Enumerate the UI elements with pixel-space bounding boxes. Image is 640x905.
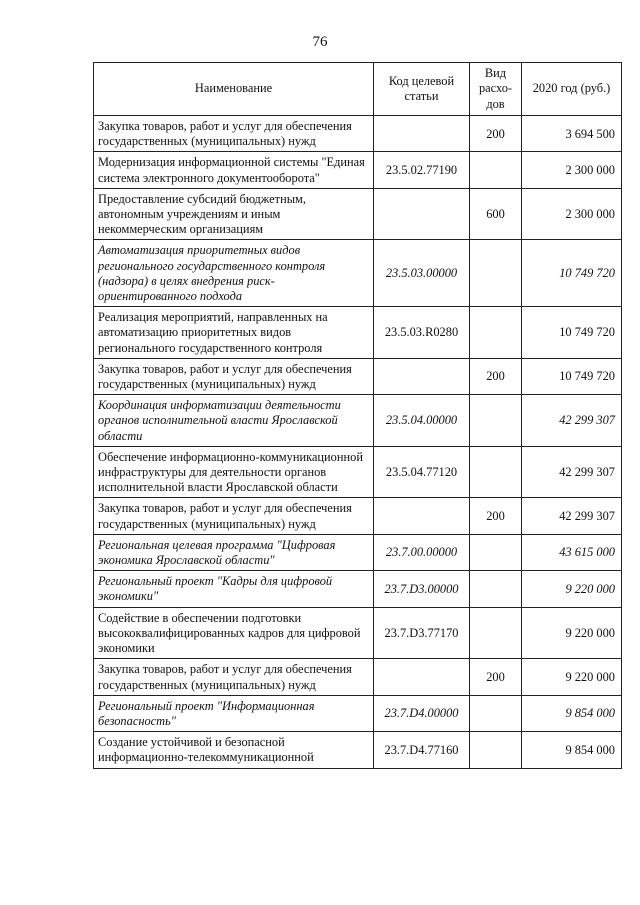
- table-row: [94, 358, 622, 394]
- header-code: Код целевой статьи: [374, 63, 470, 116]
- row-code: 23.7.D4.77160: [374, 732, 470, 768]
- row-code: 23.7.D3.00000: [374, 571, 470, 607]
- row-kind: 200: [470, 358, 522, 394]
- row-sum: 9 854 000: [522, 695, 622, 731]
- row-name: Закупка товаров, работ и услуг для обеспечения государственных (муниципальных) нужд: [94, 498, 374, 534]
- row-name: Закупка товаров, работ и услуг для обеспечения государственных (муниципальных) нужд: [94, 116, 374, 152]
- row-sum: 10 749 720: [522, 307, 622, 359]
- row-kind: 200: [470, 659, 522, 695]
- table-row: [94, 607, 622, 659]
- table-row: [94, 534, 622, 570]
- row-code: [374, 659, 470, 695]
- row-sum: 10 749 720: [522, 240, 622, 307]
- row-sum: 9 220 000: [522, 659, 622, 695]
- row-sum: 42 299 307: [522, 498, 622, 534]
- row-name: Региональная целевая программа "Цифровая экономика Ярославской области": [94, 534, 374, 570]
- row-code: [374, 116, 470, 152]
- row-code: 23.5.04.77120: [374, 446, 470, 498]
- header-sum: 2020 год (руб.): [522, 63, 622, 116]
- row-sum: 3 694 500: [522, 116, 622, 152]
- table-row: [94, 395, 622, 447]
- row-code: 23.5.02.77190: [374, 152, 470, 188]
- table-row: [94, 116, 622, 152]
- row-code: 23.5.03.R0280: [374, 307, 470, 359]
- row-sum: 9 854 000: [522, 732, 622, 768]
- row-code: 23.7.D4.00000: [374, 695, 470, 731]
- row-name: Создание устойчивой и безопасной информационно-телекоммуникационной: [94, 732, 374, 768]
- table-header-row: [94, 63, 622, 116]
- row-name: Реализация мероприятий, направленных на автоматизацию приоритетных видов регионального государственного контроля: [94, 307, 374, 359]
- row-kind: [470, 446, 522, 498]
- row-kind: [470, 695, 522, 731]
- table-row: [94, 498, 622, 534]
- table-row: [94, 188, 622, 240]
- row-kind: [470, 395, 522, 447]
- row-code: 23.7.D3.77170: [374, 607, 470, 659]
- row-code: [374, 358, 470, 394]
- row-code: 23.7.00.00000: [374, 534, 470, 570]
- table-row: [94, 307, 622, 359]
- row-kind: [470, 152, 522, 188]
- row-name: Содействие в обеспечении подготовки высококвалифицированных кадров для цифровой экономики: [94, 607, 374, 659]
- row-kind: 200: [470, 498, 522, 534]
- row-name: Закупка товаров, работ и услуг для обеспечения государственных (муниципальных) нужд: [94, 659, 374, 695]
- row-kind: 200: [470, 116, 522, 152]
- row-name: Предоставление субсидий бюджетным, автономным учреждениям и иным некоммерческим организациям: [94, 188, 374, 240]
- row-name: Координация информатизации деятельности органов исполнительной власти Ярославской области: [94, 395, 374, 447]
- row-sum: 2 300 000: [522, 188, 622, 240]
- row-name: Закупка товаров, работ и услуг для обеспечения государственных (муниципальных) нужд: [94, 358, 374, 394]
- row-sum: 10 749 720: [522, 358, 622, 394]
- row-sum: 42 299 307: [522, 446, 622, 498]
- table-row: [94, 659, 622, 695]
- table-row: [94, 695, 622, 731]
- page-number: 76: [312, 34, 328, 50]
- row-name: Модернизация информационной системы "Единая система электронного документооборота": [94, 152, 374, 188]
- header-name: Наименование: [94, 63, 374, 116]
- row-code: 23.5.04.00000: [374, 395, 470, 447]
- table-row: [94, 446, 622, 498]
- row-code: [374, 188, 470, 240]
- table-row: [94, 152, 622, 188]
- row-name: Автоматизация приоритетных видов регионального государственного контроля (надзора) в целях внедрения риск-ориентированного подхода: [94, 240, 374, 307]
- row-kind: [470, 534, 522, 570]
- row-sum: 9 220 000: [522, 571, 622, 607]
- header-kind: Вид расхо-дов: [470, 63, 522, 116]
- row-sum: 9 220 000: [522, 607, 622, 659]
- row-kind: [470, 307, 522, 359]
- row-sum: 2 300 000: [522, 152, 622, 188]
- row-name: Обеспечение информационно-коммуникационной инфраструктуры для деятельности органов исполнительной власти Ярославской области: [94, 446, 374, 498]
- row-sum: 42 299 307: [522, 395, 622, 447]
- row-sum: 43 615 000: [522, 534, 622, 570]
- budget-table: [93, 62, 622, 769]
- row-kind: [470, 732, 522, 768]
- row-kind: [470, 240, 522, 307]
- row-name: Региональный проект "Кадры для цифровой экономики": [94, 571, 374, 607]
- table-row: [94, 240, 622, 307]
- row-name: Региональный проект "Информационная безопасность": [94, 695, 374, 731]
- table-row: [94, 571, 622, 607]
- row-code: [374, 498, 470, 534]
- row-code: 23.5.03.00000: [374, 240, 470, 307]
- row-kind: [470, 571, 522, 607]
- table-row: [94, 732, 622, 768]
- row-kind: 600: [470, 188, 522, 240]
- row-kind: [470, 607, 522, 659]
